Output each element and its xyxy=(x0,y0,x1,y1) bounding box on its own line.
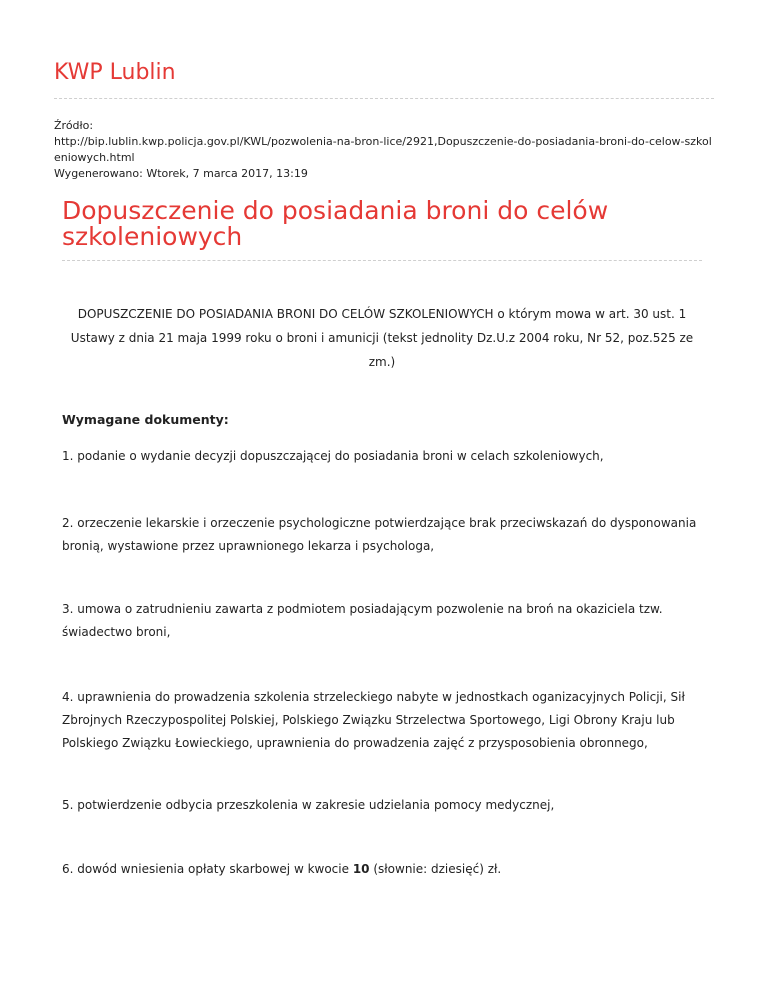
list-item: 4. uprawnienia do prowadzenia szkolenia strzeleckiego nabyte w jednostkach oganizacyjnych Policji, Sił Zbrojnych Rzeczypospolitej Polskiej, Polskiego Związku Strzelectwa Sportowego, Ligi Obrony Kraju lub Polskiego Związku Łowieckiego, uprawnienia do prowadzenia zajęć z przysposobienia obronnego, xyxy=(62,690,685,750)
list-item xyxy=(62,858,712,881)
fee-text-suffix: (słownie: dziesięć) zł. xyxy=(369,862,502,876)
list-item: 5. potwierdzenie odbycia przeszkolenia w zakresie udzielania pomocy medycznej, xyxy=(62,798,555,812)
document-title: Dopuszczenie do posiadania broni do celów szkoleniowych xyxy=(62,196,609,251)
site-title: KWP Lublin xyxy=(54,60,176,85)
required-documents-heading: Wymagane dokumenty: xyxy=(62,412,229,427)
title-divider xyxy=(62,260,702,261)
source-label: Źródło: xyxy=(54,119,94,132)
fee-amount: 10 xyxy=(352,862,370,876)
list-item: 1. podanie o wydanie decyzji dopuszczającej do posiadania broni w celach szkoleniowych, xyxy=(62,449,604,463)
list-item: 2. orzeczenie lekarskie i orzeczenie psychologiczne potwierdzające brak przeciwskazań do dysponowania bronią, wystawione przez uprawnionego lekarza i psychologa, xyxy=(62,516,697,553)
source-url: http://bip.lublin.kwp.policja.gov.pl/KWL/pozwolenia-na-bron-lice/2921,Dopuszczenie-do-posiadania-broni-do-celow-szkoleniowych.html xyxy=(54,135,712,164)
header-divider xyxy=(54,98,714,99)
generated-timestamp: Wygenerowano: Wtorek, 7 marca 2017, 13:19 xyxy=(54,167,308,180)
fee-text-prefix: 6. dowód wniesienia opłaty skarbowej w kwocie xyxy=(62,862,353,876)
intro-paragraph: DOPUSZCZENIE DO POSIADANIA BRONI DO CELÓW SZKOLENIOWYCH o którym mowa w art. 30 ust. 1 Ustawy z dnia 21 maja 1999 roku o broni i amunicji (tekst jednolity Dz.U.z 2004 roku, Nr 52, poz.525 ze zm.) xyxy=(70,307,694,369)
list-item: 3. umowa o zatrudnieniu zawarta z podmiotem posiadającym pozwolenie na broń na okaziciela tzw. świadectwo broni, xyxy=(62,602,663,639)
source-info xyxy=(54,118,714,182)
